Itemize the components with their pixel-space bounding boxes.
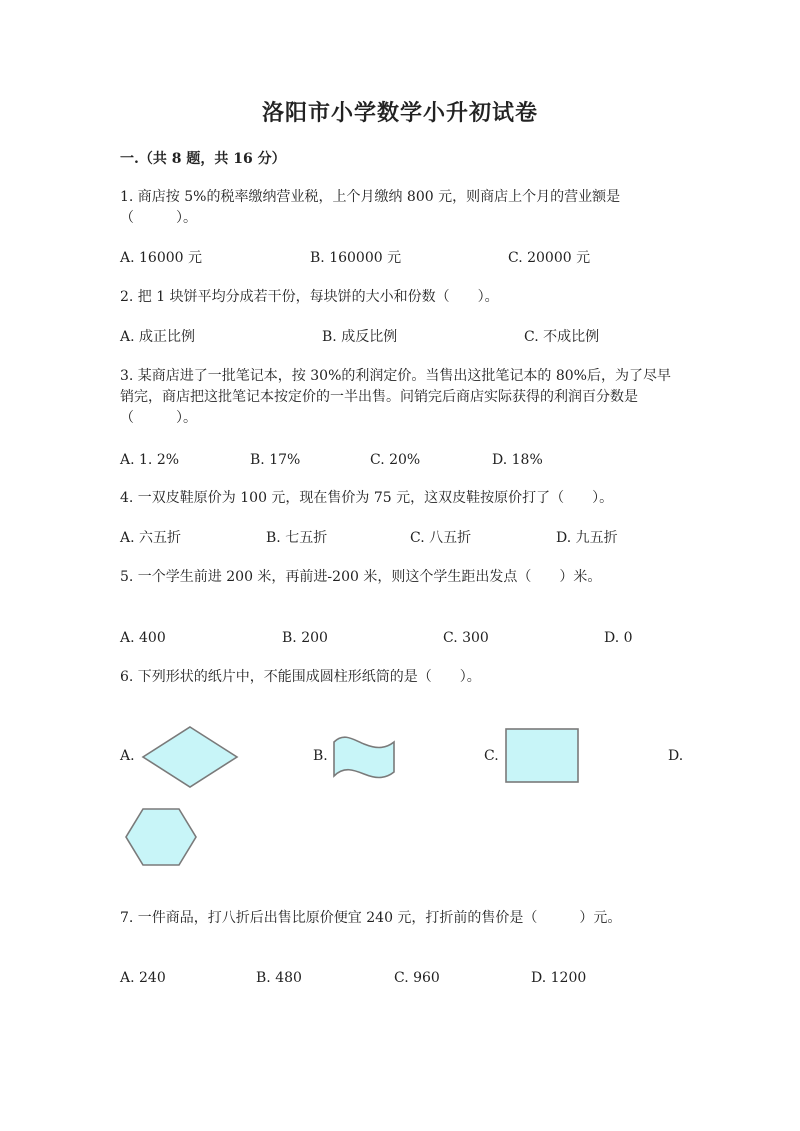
q5-option-a: A. 400 <box>120 630 166 646</box>
q3-option-a: A. 1. 2% <box>120 452 180 468</box>
question-6: 6. 下列形状的纸片中，不能围成圆柱形纸筒的是（ ）。 <box>120 669 481 685</box>
q2-option-c: C. 不成比例 <box>524 329 600 345</box>
question-1: 1. 商店按 5%的税率缴纳营业税，上个月缴纳 800 元，则商店上个月的营业额是（ ）。 <box>120 189 621 226</box>
q1-option-b: B. 160000 元 <box>310 250 402 266</box>
q4-option-b: B. 七五折 <box>266 530 328 546</box>
rectangle-shape <box>504 727 580 785</box>
q4-option-d: D. 九五折 <box>556 530 618 546</box>
wavy-parallelogram-shape <box>330 734 398 782</box>
q6-option-c: C. <box>484 748 499 764</box>
q7-option-d: D. 1200 <box>531 970 587 986</box>
question-2: 2. 把 1 块饼平均分成若干份，每块饼的大小和份数（ ）。 <box>120 289 499 305</box>
q5-option-c: C. 300 <box>443 630 489 646</box>
question-5: 5. 一个学生前进 200 米，再前进-200 米，则这个学生距出发点（ ）米。 <box>120 569 602 585</box>
q7-option-c: C. 960 <box>394 970 440 986</box>
hexagon-shape <box>123 806 199 868</box>
q2-option-b: B. 成反比例 <box>322 329 398 345</box>
q6-option-b: B. <box>313 748 328 764</box>
question-4: 4. 一双皮鞋原价为 100 元，现在售价为 75 元，这双皮鞋按原价打了（ ）。 <box>120 490 614 506</box>
q3-option-c: C. 20% <box>370 452 421 468</box>
rhombus-shape <box>140 724 240 790</box>
q7-option-b: B. 480 <box>256 970 302 986</box>
page-title: 洛阳市小学数学小升初试卷 <box>261 100 538 126</box>
q7-option-a: A. 240 <box>120 970 166 986</box>
q3-option-b: B. 17% <box>250 452 301 468</box>
q1-option-a: A. 16000 元 <box>120 250 202 266</box>
q3-option-d: D. 18% <box>492 452 543 468</box>
q5-option-d: D. 0 <box>604 630 633 646</box>
q1-option-c: C. 20000 元 <box>508 250 591 266</box>
q4-option-c: C. 八五折 <box>410 530 472 546</box>
q6-option-d: D. <box>668 748 684 764</box>
q6-option-a: A. <box>120 748 135 764</box>
q4-option-a: A. 六五折 <box>120 530 182 546</box>
q5-option-b: B. 200 <box>282 630 328 646</box>
question-7: 7. 一件商品，打八折后出售比原价便宜 240 元，打折前的售价是（ ）元。 <box>120 910 622 926</box>
section-heading: 一.（共 8 题，共 16 分） <box>120 151 286 167</box>
question-3: 3. 某商店进了一批笔记本，按 30%的利润定价。当售出这批笔记本的 80%后，为了尽早销完，商店把这批笔记本按定价的一半出售。问销完后商店实际获得的利润百分数是（ ）。 <box>120 368 671 426</box>
q2-option-a: A. 成正比例 <box>120 329 196 345</box>
